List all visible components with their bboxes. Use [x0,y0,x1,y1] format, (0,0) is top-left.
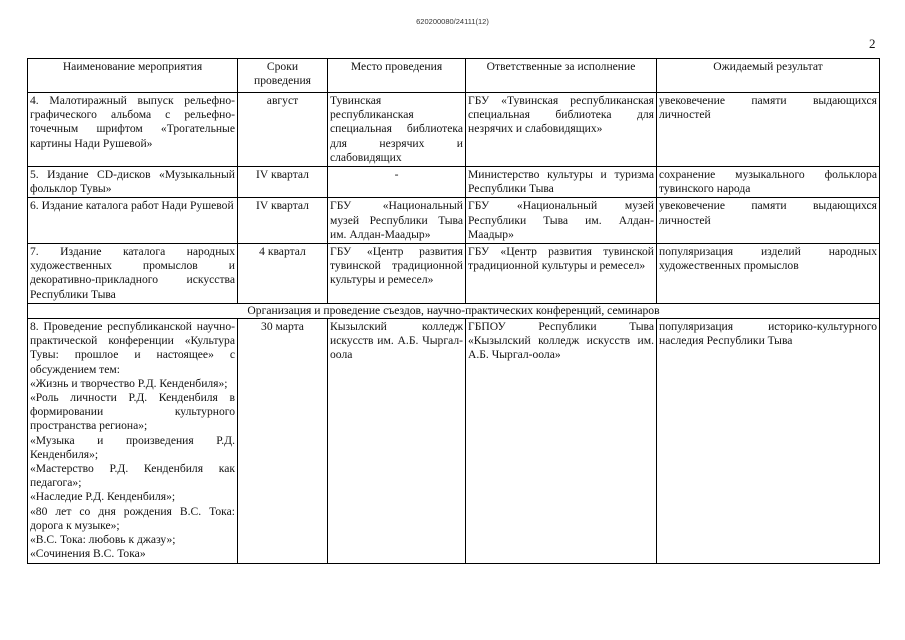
table-row [28,319,880,563]
header-dates-line1: Сроки [266,60,299,73]
row-result: сохранение музыкального фольклора тувинского народа [657,167,880,198]
table-row [28,93,880,167]
row-name: 6. Издание каталога работ Нади Рушевой [28,198,238,244]
header-dates-line2: проведения [254,74,311,88]
conference-topic: «Роль личности Р.Д. Кенденбиля в формировании культурного пространства региона»; [30,391,235,433]
conference-topic: «80 лет со дня рождения В.С. Тока: дорога к музыке»; [30,504,235,532]
page-number: 2 [869,36,876,51]
row-dates: август [238,93,328,167]
conference-topic: «Музыка и произведения Р.Д. Кенденбиля»; [30,433,235,461]
header-result: Ожидаемый результат [657,59,880,93]
row-dates: 4 квартал [238,244,328,304]
row-name: 5. Издание CD-дисков «Музыкальный фольклор Тувы» [28,167,238,198]
row-responsible: ГБУ «Национальный музей Республики Тыва им. Алдан-Маадыр» [466,198,657,244]
row-dates: 30 марта [238,319,328,563]
row-dates: IV квартал [238,198,328,244]
row-responsible: ГБУ «Центр развития тувинской традиционной культуры и ремесел» [466,244,657,304]
section-row [28,303,880,318]
conference-topic: «Сочинения В.С. Тока» [30,547,146,561]
row-result: увековечение памяти выдающихся личностей [657,93,880,167]
row-result: увековечение памяти выдающихся личностей [657,198,880,244]
row-name [28,319,238,563]
header-name: Наименование мероприятия [28,59,238,93]
conference-topic: «Мастерство Р.Д. Кенденбиля как педагога»; [30,462,235,490]
row-responsible: ГБУ «Тувинская республиканская специальная библиотека для незрячих и слабовидящих» [466,93,657,167]
table-row [28,198,880,244]
row-responsible: Министерство культуры и туризма Республики Тыва [466,167,657,198]
row-name: 7. Издание каталога народных художественных промыслов и декоративно-прикладного искусства Республики Тыва [28,244,238,304]
row-dates: IV квартал [238,167,328,198]
row-result: популяризация историко-культурного наследия Республики Тыва [657,319,880,563]
row-place: Тувинская республиканская специальная библиотека для незрячих и слабовидящих [328,93,466,167]
header-dates [238,59,328,93]
table-header-row [28,59,880,93]
row-place: ГБУ «Центр развития тувинской традиционной культуры и ремесел» [328,244,466,304]
conference-topic: «Жизнь и творчество Р.Д. Кенденбиля»; [30,376,228,390]
row-place: Кызылский колледж искусств им. А.Б. Чыргал-оола [328,319,466,563]
row-responsible: ГБПОУ Республики Тыва «Кызылский колледж искусств им. А.Б. Чыргал-оола» [466,319,657,563]
table-row [28,244,880,304]
events-table [27,58,880,564]
document-id: 620200080/24111(12) [416,17,489,26]
conference-intro: 8. Проведение республиканской научно-практической конференции «Культура Тувы: прошлое и настоящее» с обсуждением тем: [30,320,235,376]
header-responsible: Ответственные за исполнение [466,59,657,93]
row-place: - [328,167,466,198]
header-place: Место проведения [328,59,466,93]
conference-topic: «Наследие Р.Д. Кенденбиля»; [30,490,176,504]
row-name: 4. Малотиражный выпуск рельефно-графического альбома с рельефно-точечным шрифтом «Трогательные картины Нади Рушевой» [28,93,238,167]
row-result: популяризация изделий народных художественных промыслов [657,244,880,304]
table-row [28,167,880,198]
conference-topic: «В.С. Тока: любовь к джазу»; [30,533,176,547]
section-title: Организация и проведение съездов, научно-практических конференций, семинаров [28,303,880,318]
row-place: ГБУ «Национальный музей Республики Тыва им. Алдан-Маадыр» [328,198,466,244]
